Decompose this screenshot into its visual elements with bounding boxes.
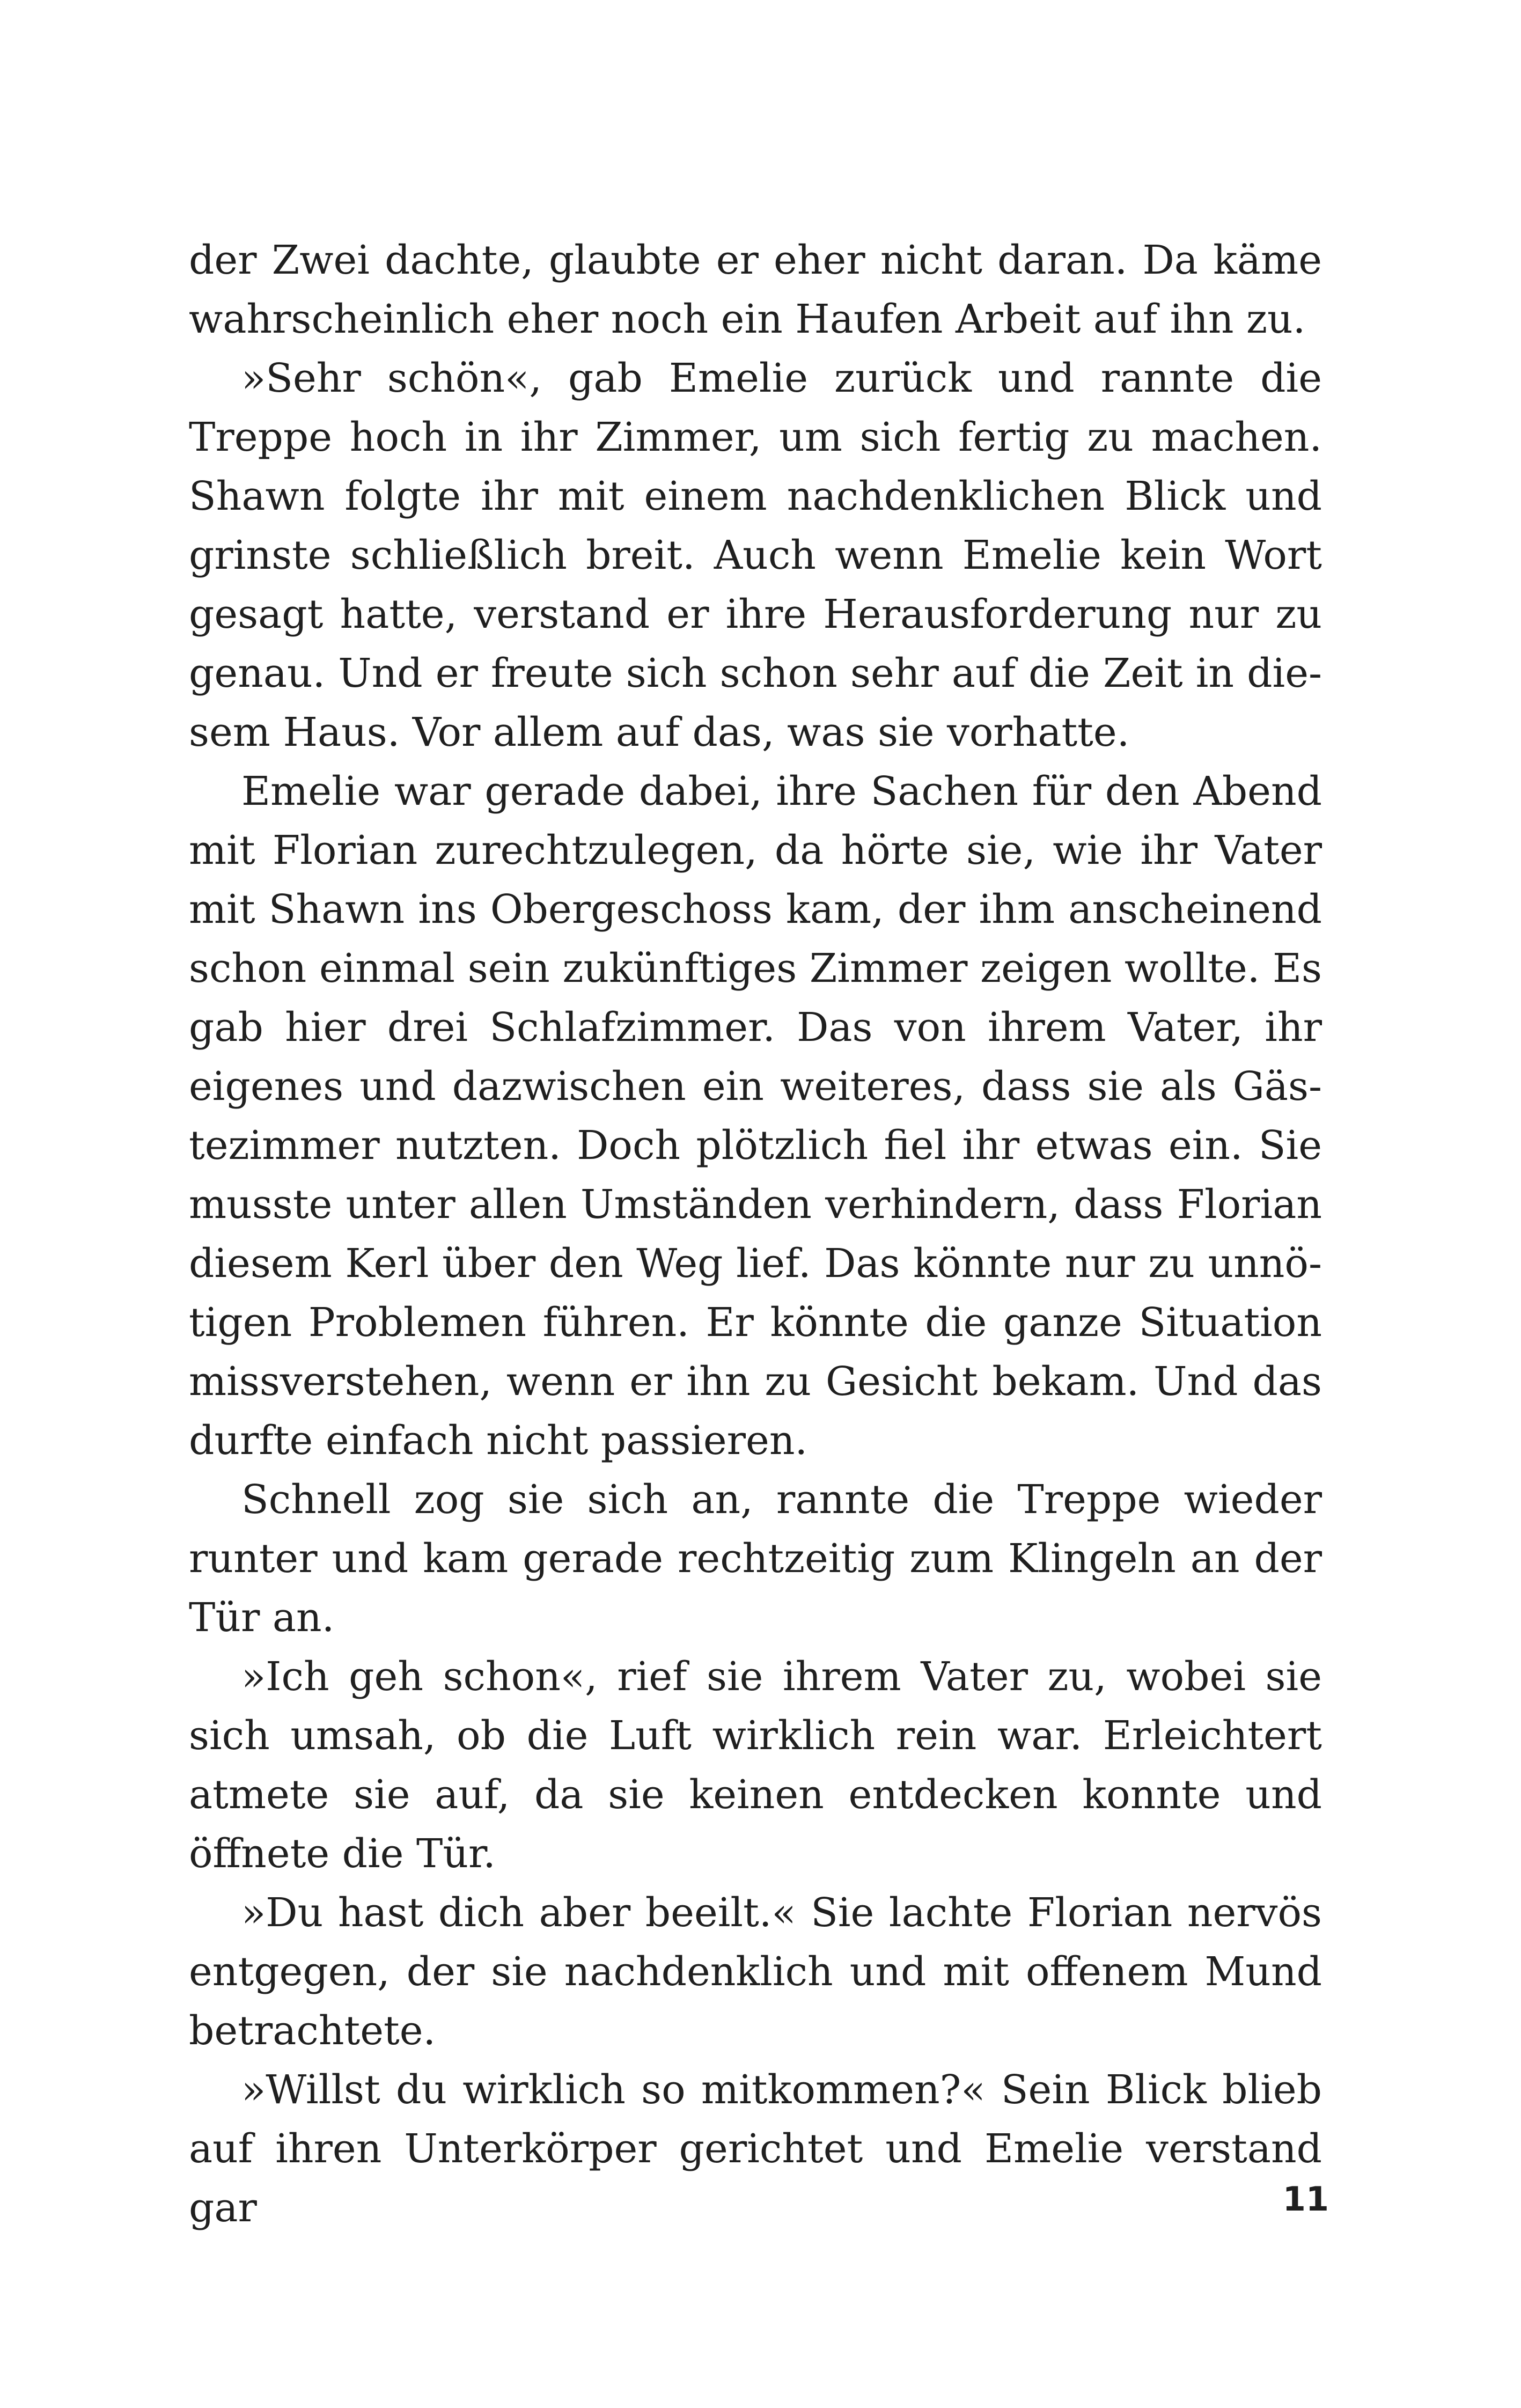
- paragraph-2: »Sehr schön«, gab Emelie zurück und rannte die Treppe hoch in ihr Zimmer, um sich fertig zu machen. Shawn folgte ihr mit einem nachdenklichen Blick und grinste schließlich breit. Auch wenn Emelie kein Wort gesagt hatte, verstand er ihre Herausforderung nur zu genau. Und er freute sich schon sehr auf die Zeit in diesem Haus. Vor allem auf das, was sie vorhatte.: [189, 355, 1322, 755]
- page-number: 11: [1282, 2179, 1329, 2219]
- paragraph-6: »Du hast dich aber beeilt.« Sie lachte Florian nervös entgegen, der sie nachdenklich und mit offenem Mund betrachtete.: [189, 1890, 1322, 2054]
- paragraph-4: Schnell zog sie sich an, rannte die Treppe wieder runter und kam gerade rechtzeitig zum Klingeln an der Tür an.: [189, 1477, 1322, 1641]
- body-text: [189, 231, 1322, 2237]
- paragraph-7: »Willst du wirklich so mitkommen?« Sein Blick blieb auf ihren Unterkörper gerichtet und Emelie verstand gar: [189, 2067, 1322, 2231]
- paragraph-5: »Ich geh schon«, rief sie ihrem Vater zu, wobei sie sich umsah, ob die Luft wirklich rein war. Erleichtert atmete sie auf, da sie keinen entdecken konnte und öffnete die Tür.: [189, 1654, 1322, 1877]
- paragraph-3: Emelie war gerade dabei, ihre Sachen für den Abend mit Florian zurechtzulegen, da hörte sie, wie ihr Vater mit Shawn ins Obergeschoss kam, der ihm anscheinend schon einmal sein zukünftiges Zimmer zeigen wollte. Es gab hier drei Schlafzimmer. Das von ihrem Vater, ihr eigenes und dazwischen ein weiteres, dass sie als Gästezimmer nutzten. Doch plötzlich fiel ihr etwas ein. Sie musste unter allen Umständen verhindern, dass Florian diesem Kerl über den Weg lief. Das könnte nur zu unnötigen Problemen führen. Er könnte die ganze Situation missverstehen, wenn er ihn zu Gesicht bekam. Und das durfte einfach nicht passieren.: [189, 768, 1322, 1464]
- paragraph-1: der Zwei dachte, glaubte er eher nicht daran. Da käme wahrscheinlich eher noch ein Haufen Arbeit auf ihn zu.: [189, 237, 1322, 342]
